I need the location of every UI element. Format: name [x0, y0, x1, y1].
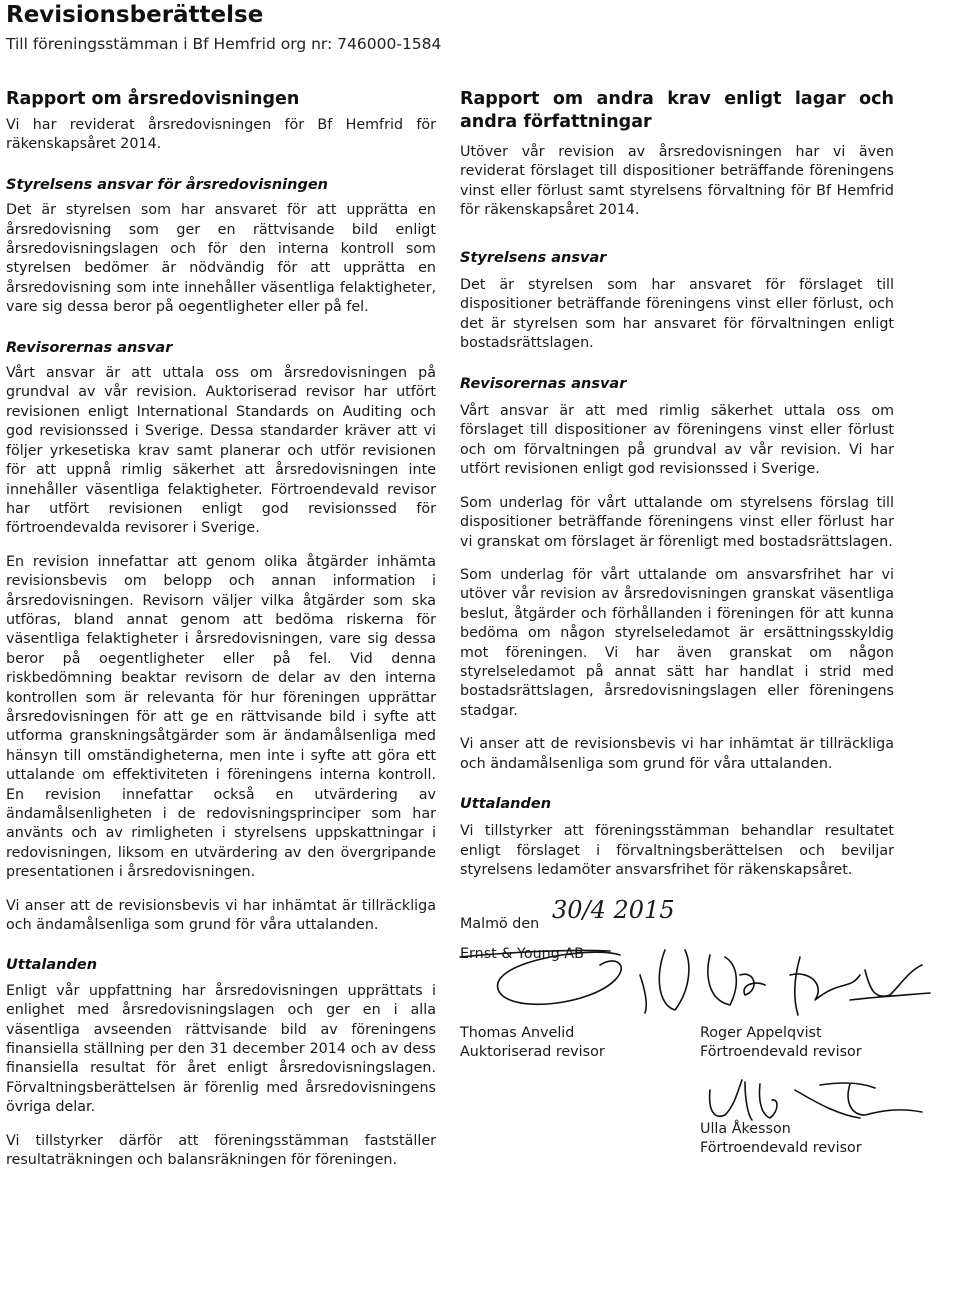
document-subtitle: Till föreningsstämman i Bf Hemfrid org nr: 746000-1584 [6, 35, 442, 53]
audit-evidence-text: Vi anser att de revisionsbevis vi har inhämtat är tillräckliga och ändamålsenliga som grund för våra uttalanden. [6, 897, 436, 934]
auditor-responsibility-text: Vårt ansvar är att uttala oss om årsredovisningen på grundval av vår revision. Auktoriserad revisor har utfört revisionen enligt International Standards on Auditing och god revisionssed i Sverige. Dessa standarder kräver att vi följer yrkesetiska krav samt planerar och utför revisionen för att uppnå rimlig säkerhet att årsredovisningen inte innehåller väsentliga felaktigheter. Förtroendevald revisor har utfört revisionen enligt god revisionssed för förtroendevalda revisorer i Sverige. [6, 365, 436, 537]
signer-1-name: Thomas Anvelid [460, 1025, 575, 1041]
recommendation-text: Vi tillstyrker därför att föreningsstämman fastställer resultaträkningen och balansräkningen för föreningen. [6, 1132, 436, 1169]
signer-2-role: Förtroendevald revisor [700, 1044, 862, 1060]
auditor-responsibility-heading: Revisorernas ansvar [6, 339, 173, 356]
statements-text: Enligt vår uppfattning har årsredovisningen upprättats i enlighet med årsredovisningslagen och ger en i alla väsentliga avseenden rättvisande bild av föreningens finansiella ställning per den 31 december 2014 och av dess finansiella resultat för året enligt årsredovisningslagen. Förvaltningsberättelsen är förenlig med årsredovisningens övriga delar. [6, 982, 436, 1116]
statements-heading: Uttalanden [6, 957, 98, 974]
right-auditor-text: Vårt ansvar är att med rimlig säkerhet uttala oss om förslaget till dispositioner av föreningens vinst eller förlust och om förvaltningen på grundval av vår revision. Vi har utfört revisionen enligt god revisionssed i Sverige. [460, 403, 894, 478]
board-responsibility-text: Det är styrelsen som har ansvaret för att upprätta en årsredovisning som ger en rättvisande bild enligt årsredovisningslagen och för den interna kontroll som styrelsen bedömer är nödvändig för att upprätta en årsredovisning som inte innehåller väsentliga felaktigheter, vare sig dessa beror på oegentligheter eller på fel. [6, 202, 436, 316]
right-discharge-text: Som underlag för vårt uttalande om ansvarsfrihet har vi utöver vår revision av årsredovisningen granskat väsentliga beslut, åtgärder och förhållanden i föreningen för att kunna bedöma om någon styrelseledamot är ersättningsskyldig mot föreningen. Vi har även granskat om någon styrelseledamot på annat sätt har handlat i strid med bostadsrättslagen, årsredovisningslagen eller föreningens stadgar. [460, 566, 894, 719]
right-evidence-text: Vi anser att de revisionsbevis vi har inhämtat är tillräckliga och ändamålsenliga som grund för våra uttalanden. [460, 736, 894, 772]
document-title: Revisionsberättelse [6, 2, 264, 28]
board-responsibility-heading: Styrelsens ansvar för årsredovisningen [6, 176, 328, 193]
signer-2-name: Roger Appelqvist [700, 1025, 822, 1041]
revision-description-text: En revision innefattar att genom olika åtgärder inhämta revisionsbevis om belopp och annan information i årsredovisningen. Revisorn väljer vilka åtgärder som ska utföras, bland annat genom att bedöma riskerna för väsentliga felaktigheter i årsredovisningen, vare sig dessa beror på oegentligheter eller på fel. Vid denna riskbedömning beaktar revisorn de delar av den interna kontrollen som är relevanta för hur föreningen upprättar årsredovisningen för att ge en rättvisande bild i syfte att utforma granskningsåtgärder som är ändamålsenliga med hänsyn till omständigheterna, men inte i syfte att göra ett uttalande om effektiviteten i föreningens interna kontroll. En revision innefattar också en utvärdering av ändamålsenligheten i de redovisningsprinciper som har använts och av rimligheten i styrelsens uppskattningar i redovisningen, liksom en utvärdering av den övergripande presentationen i årsredovisningen. [6, 553, 436, 881]
right-basis-text: Som underlag för vårt uttalande om styrelsens förslag till dispositioner beträffande föreningens vinst eller förlust har vi granskat om förslaget är förenligt med bostadsrättslagen. [460, 494, 894, 550]
right-intro: Utöver vår revision av årsredovisningen har vi även reviderat förslaget till dispositioner beträffande föreningens vinst eller förlust samt styrelsens förvaltning för Bf Hemfrid för räkenskapsåret 2014. [460, 144, 894, 219]
right-board-text: Det är styrelsen som har ansvaret för förslaget till dispositioner beträffande föreningens vinst eller förlust, och det är styrelsen som har ansvaret för förvaltningen enligt bostadsrättslagen. [460, 277, 894, 352]
right-statements-text: Vi tillstyrker att föreningsstämman behandlar resultatet enligt förslaget i förvaltningsberättelsen och beviljar styrelsens ledamöter ansvarsfrihet för räkenskapsåret. [460, 823, 894, 879]
handwritten-date: 30/4 2015 [552, 896, 675, 924]
signer-3-role: Förtroendevald revisor [700, 1140, 862, 1156]
left-column [6, 88, 436, 1171]
signature-roger-appelqvist [700, 945, 940, 1025]
signer-3-name: Ulla Åkesson [700, 1121, 791, 1137]
right-section-heading: Rapport om andra krav enligt lagar och andra författningar [460, 89, 894, 132]
right-column [460, 88, 894, 881]
right-auditor-heading: Revisorernas ansvar [460, 375, 627, 392]
audit-firm: Ernst & Young AB [460, 946, 584, 962]
right-statements-heading: Uttalanden [460, 795, 552, 812]
left-section-heading: Rapport om årsredovisningen [6, 89, 300, 109]
left-intro: Vi har reviderat årsredovisningen för Bf Hemfrid för räkenskapsåret 2014. [6, 117, 436, 153]
place-label: Malmö den [460, 916, 540, 932]
right-board-heading: Styrelsens ansvar [460, 249, 607, 266]
signer-1-role: Auktoriserad revisor [460, 1044, 605, 1060]
